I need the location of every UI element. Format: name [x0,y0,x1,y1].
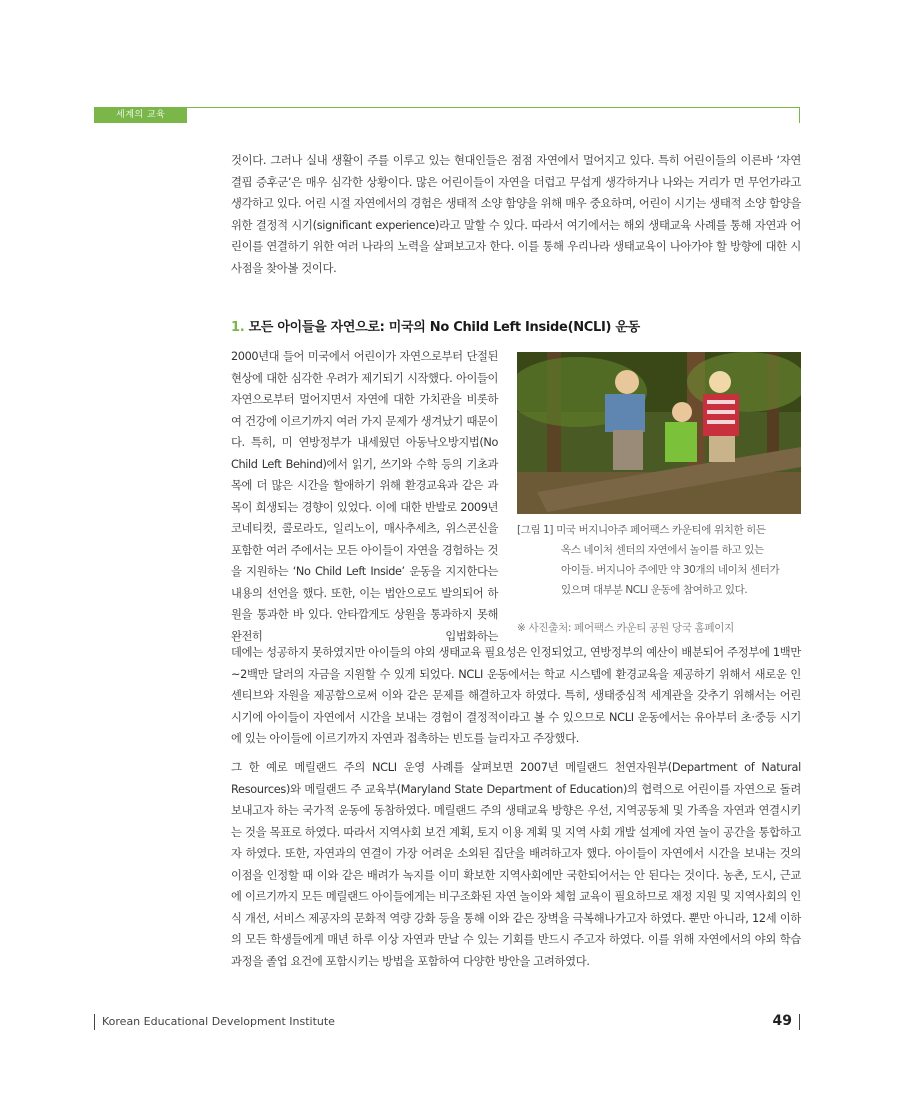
caption-text-1: 미국 버지니아주 페어팩스 카운티에 위치한 히든 [556,524,766,536]
caption-text-3: 아이들. 버지니아 주에만 약 30개의 네이처 센터가 [561,564,780,576]
figure-caption [517,520,801,600]
caption-text-2: 옥스 네이처 센터의 자연에서 놀이를 하고 있는 [561,544,764,556]
section-tag: 세계의 교육 [94,107,187,123]
section-heading [231,318,801,338]
running-header [94,107,800,123]
intro-paragraph: 것이다. 그러나 실내 생활이 주를 이루고 있는 현대인들은 점점 자연에서 멀어지고 있다. 특히 어린이들의 이른바 ‘자연 결핍 증후군’은 매우 심각한 상황이다. 많은 어린이들이 자연을 더럽고 무섭게 생각하거나 나와는 거리가 먼 무언가라고 생각하고 있다. 어린 시절 자연에서의 경험은 생태적 소양 함양을 위해 매우 중요하며, 어린이 시기는 생태적 소양 함양을 위한 결정적 시기(significant experience)라고 말할 수 있다. 따라서 여기에서는 해외 생태교육 사례를 통해 자연과 어린이를 연결하기 위한 여러 나라의 노력을 살펴보고자 한다. 이를 통해 우리나라 생태교육이 나아가야 할 방향에 대한 시사점을 찾아볼 것이다. [231,154,801,275]
caption-line-1 [517,520,801,540]
footer-left-tick [94,1014,95,1030]
caption-label: [그림 1] [517,524,554,536]
photo-source: ※ 사진출처: 페어팩스 카운티 공원 당국 홈페이지 [517,622,734,634]
footer-right-tick [799,1014,800,1030]
maryland-paragraph: 그 한 예로 메릴랜드 주의 NCLI 운영 사례를 살펴보면 2007년 메릴랜드 천연자원부(Department of Natural Resources)와 메릴랜드 주 교육부(Maryland State Department of Education)의 협력으로 어린이를 자연으로 돌려보내고자 하는 국가적 운동에 동참하였다. 메릴랜드 주의 생태교육 방향은 우선, 지역공동체 및 가족을 자연과 연결시키는 것을 목표로 하였다. 따라서 지역사회 보건 계획, 토지 이용 계획 및 지역 사회 개발 설계에 자연 놀이 공간을 통합하고자 하였다. 또한, 자연과의 연결이 가장 어려운 소외된 집단을 배려하고자 했다. 아이들이 자연에서 시간을 보내는 것의 이점을 인정할 때 이와 같은 배려가 녹지를 이미 확보한 지역사회에만 국한되어서는 안 된다는 것이다. 농촌, 도시, 근교에 이르기까지 모든 메릴랜드 아이들에게는 비구조화된 자연 놀이와 체험 교육이 필요하므로 재정 지원 및 지역사회의 인식 개선, 서비스 제공자의 문화적 역량 강화 등을 통해 이와 같은 장벽을 극복해나가고자 하였다. 뿐만 아니라, 12세 이하의 모든 학생들에게 매년 하루 이상 자연과 만날 수 있는 기회를 반드시 주고자 하였다. 이를 위해 자연에서의 야외 학습 과정을 졸업 요건에 포함시키는 방법을 포함하여 다양한 방안을 고려하였다. [231,761,801,968]
page-number: 49 [772,1013,792,1029]
column-paragraph: 2000년대 들어 미국에서 어린이가 자연으로부터 단절된 현상에 대한 심각한 우려가 제기되기 시작했다. 아이들이 자연으로부터 멀어지면서 자연에 대한 가치관을 비롯하여 건강에 이르기까지 여러 가지 문제가 생겨났기 때문이다. 특히, 미 연방정부가 내세웠던 아동낙오방지법(No Child Left Behind)에서 읽기, 쓰기와 수학 등의 기초과목에 더 많은 시간을 할애하기 위해 환경교육과 같은 과목이 희생되는 경향이 있었다. 이에 대한 반발로 2009년 코네티컷, 콜로라도, 일리노이, 매사추세츠, 위스콘신을 포함한 여러 주에서는 모든 아이들이 자연을 경험하는 것을 지원하는 ‘No Child Left Inside’ 운동을 지지한다는 내용의 선언을 했다. 또한, 이는 법안으로도 발의되어 하원을 통과한 바 있다. 안타깝게도 상원을 통과하지 못해 완전히 입법화하는 [231,350,498,643]
section-title-text: 모든 아이들을 자연으로: 미국의 No Child Left Inside(NCLI) 운동 [248,320,640,335]
header-rule [94,107,800,108]
section-number: 1. [231,320,245,335]
photo-illustration [517,352,801,514]
footer-institute: Korean Educational Development Institute [102,1015,335,1028]
caption-text-4: 있으며 대부분 NCLI 운동에 참여하고 있다. [561,584,748,596]
page-footer [94,1014,800,1030]
children-playing-photo [517,352,801,514]
header-right-tick [799,107,800,123]
continuation-paragraph: 데에는 성공하지 못하였지만 아이들의 야외 생태교육 필요성은 인정되었고, 연방정부의 예산이 배분되어 주정부에 1백만~2백만 달러의 자금을 지원할 수 있게 되었다. NCLI 운동에서는 학교 시스템에 환경교육을 제공하기 위해서 새로운 인센티브와 자원을 제공함으로써 이와 같은 문제를 해결하고자 하였다. 특히, 생태중심적 세계관을 갖추기 위해서는 어린 시기에 아이들이 자연에서 시간을 보내는 경험이 결정적이라고 볼 수 있으므로 NCLI 운동에서는 유아부터 초·중등 시기에 있는 아이들에 이르기까지 자연과 접촉하는 빈도를 늘리자고 주장했다. [231,646,801,745]
